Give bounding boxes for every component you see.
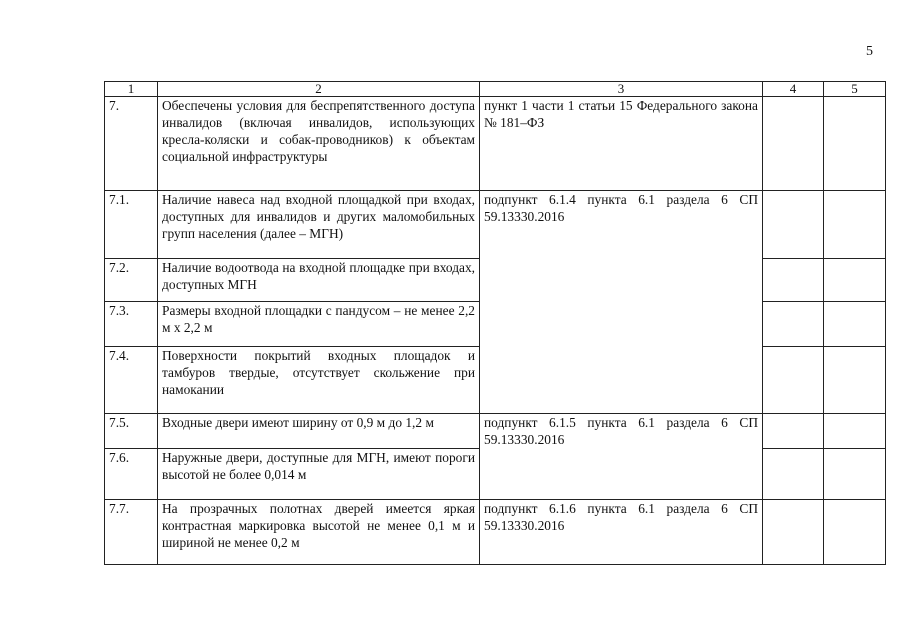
item-col4-cell <box>763 347 824 414</box>
item-col5-cell <box>824 259 886 302</box>
item-number: 7.3. <box>105 302 158 347</box>
item-col5-cell <box>824 449 886 500</box>
header-cell: 1 <box>105 82 158 97</box>
item-col4-cell <box>763 191 824 259</box>
header-cell: 2 <box>158 82 480 97</box>
item-requirement: Наличие навеса над входной площадкой при входах, доступных для инвалидов и других маломобильных групп населения (далее – МГН) <box>158 191 480 259</box>
item-reference: подпункт 6.1.6 пункта 6.1 раздела 6 СП 59.13330.2016 <box>480 500 763 565</box>
header-cell: 4 <box>763 82 824 97</box>
item-reference: подпункт 6.1.5 пункта 6.1 раздела 6 СП 59.13330.2016 <box>480 414 763 500</box>
item-col5-cell <box>824 414 886 449</box>
item-col5-cell <box>824 347 886 414</box>
table-header-row <box>105 82 886 97</box>
item-col4-cell <box>763 500 824 565</box>
header-cell: 5 <box>824 82 886 97</box>
item-col4-cell <box>763 449 824 500</box>
item-number: 7.1. <box>105 191 158 259</box>
item-requirement: Наружные двери, доступные для МГН, имеют пороги высотой не более 0,014 м <box>158 449 480 500</box>
item-reference: подпункт 6.1.4 пункта 6.1 раздела 6 СП 59.13330.2016 <box>480 191 763 414</box>
table-row <box>105 414 886 449</box>
item-col4-cell <box>763 302 824 347</box>
item-col5-cell <box>824 97 886 191</box>
table-row <box>105 97 886 191</box>
item-requirement: Входные двери имеют ширину от 0,9 м до 1,2 м <box>158 414 480 449</box>
item-col4-cell <box>763 97 824 191</box>
item-requirement: Обеспечены условия для беспрепятственного доступа инвалидов (включая инвалидов, использующих кресла-коляски и собак-проводников) к объектам социальной инфраструктуры <box>158 97 480 191</box>
item-col5-cell <box>824 191 886 259</box>
item-number: 7.6. <box>105 449 158 500</box>
item-requirement: Размеры входной площадки с пандусом – не менее 2,2 м х 2,2 м <box>158 302 480 347</box>
item-requirement: На прозрачных полотнах дверей имеется яркая контрастная маркировка высотой не менее 0,1 м и шириной не менее 0,2 м <box>158 500 480 565</box>
table-row <box>105 191 886 259</box>
item-number: 7.5. <box>105 414 158 449</box>
item-reference: пункт 1 части 1 статьи 15 Федерального закона № 181–ФЗ <box>480 97 763 191</box>
header-cell: 3 <box>480 82 763 97</box>
item-number: 7. <box>105 97 158 191</box>
item-number: 7.4. <box>105 347 158 414</box>
item-col5-cell <box>824 302 886 347</box>
table-row <box>105 500 886 565</box>
item-col4-cell <box>763 414 824 449</box>
page-number: 5 <box>866 44 873 59</box>
item-col5-cell <box>824 500 886 565</box>
item-number: 7.2. <box>105 259 158 302</box>
item-requirement: Поверхности покрытий входных площадок и тамбуров твердые, отсутствует скольжение при намокании <box>158 347 480 414</box>
item-number: 7.7. <box>105 500 158 565</box>
item-col4-cell <box>763 259 824 302</box>
requirements-table <box>104 81 886 565</box>
item-requirement: Наличие водоотвода на входной площадке при входах, доступных МГН <box>158 259 480 302</box>
